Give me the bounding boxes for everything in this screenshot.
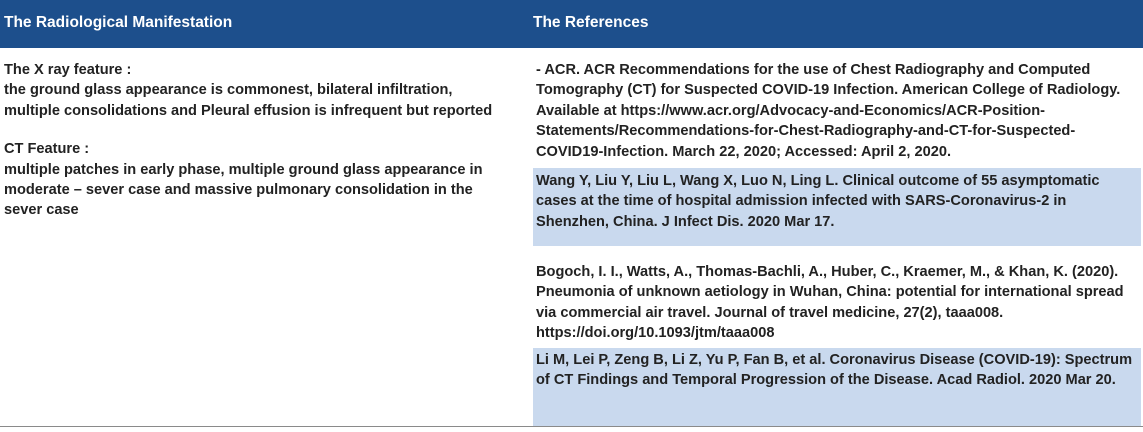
reference-3 [533,262,1141,344]
reference-4 [533,348,1141,426]
ct-feature-title: CT Feature : [4,141,90,158]
reference-2-text: Wang Y, Liu Y, Liu L, Wang X, Luo N, Ling L. Clinical outcome of 55 asymptomatic cases at the time of hospital admission infected with SARS-Coronavirus-2 in Shenzhen, China. J Infect Dis. 2020 Mar 17. [536,173,1100,230]
table-header [0,0,1143,48]
reference-4-text: Li M, Lei P, Zeng B, Li Z, Yu P, Fan B, et al. Coronavirus Disease (COVID-19): Spectrum of CT Findings and Temporal Progression of the Disease. Acad Radiol. 2020 Mar 20. [536,352,1133,389]
reference-3-text: Bogoch, I. I., Watts, A., Thomas-Bachli, A., Huber, C., Kraemer, M., & Khan, K. (2020). Pneumonia of unknown aetiology in Wuhan, China: potential for international spread via commercial air travel. Journal of travel medicine, 27(2), taaa008. https://doi.org/10.1093/jtm/taaa008 [536,264,1124,342]
header-radiological-manifestation: The Radiological Manifestation [4,14,233,31]
header-references: The References [533,14,649,31]
radiological-manifestation-cell [4,60,504,221]
reference-1-text: - ACR. ACR Recommendations for the use of Chest Radiography and Computed Tomography (CT) for Suspected COVID-19 Infection. American College of Radiology. Available at https://www.acr.org/Advocacy-and-Economics/ACR-Position-Statements/Recommendations-for-Chest-Radiography-and-CT-for-Suspected-COVID19-Infection. March 22, 2020; Accessed: April 2, 2020. [536,62,1121,160]
table-bottom-border [0,426,1143,427]
reference-1 [533,60,1141,162]
ct-feature-text: multiple patches in early phase, multiple ground glass appearance in moderate – sever case and massive pulmonary consolidation in the sever case [4,161,483,219]
xray-feature-text: the ground glass appearance is commonest, bilateral infiltration, multiple consolidations and Pleural effusion is infrequent but reported [4,82,493,119]
reference-2 [533,168,1141,246]
xray-feature-title: The X ray feature : [4,62,132,78]
